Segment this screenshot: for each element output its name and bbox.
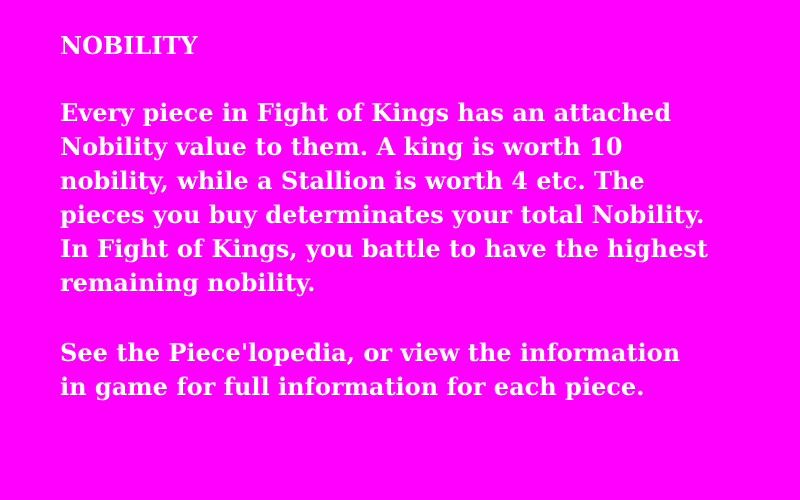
paragraph-line: remaining nobility. <box>60 268 316 297</box>
paragraph-line: Nobility value to them. A king is worth 10 <box>60 132 623 161</box>
page-title: NOBILITY <box>60 31 198 60</box>
paragraph-line: pieces you buy determinates your total Nobility. <box>60 200 705 229</box>
paragraph-line: Every piece in Fight of Kings has an attached <box>60 98 671 127</box>
nobility-description-paragraph <box>60 96 708 300</box>
paragraph-line: In Fight of Kings, you battle to have the highest <box>60 234 708 263</box>
paragraph-line: nobility, while a Stallion is worth 4 etc. The <box>60 166 645 195</box>
paragraph-line: See the Piece'lopedia, or view the information <box>60 338 681 367</box>
piecelopedia-hint-paragraph <box>60 336 680 404</box>
paragraph-line: in game for full information for each piece. <box>60 372 645 401</box>
